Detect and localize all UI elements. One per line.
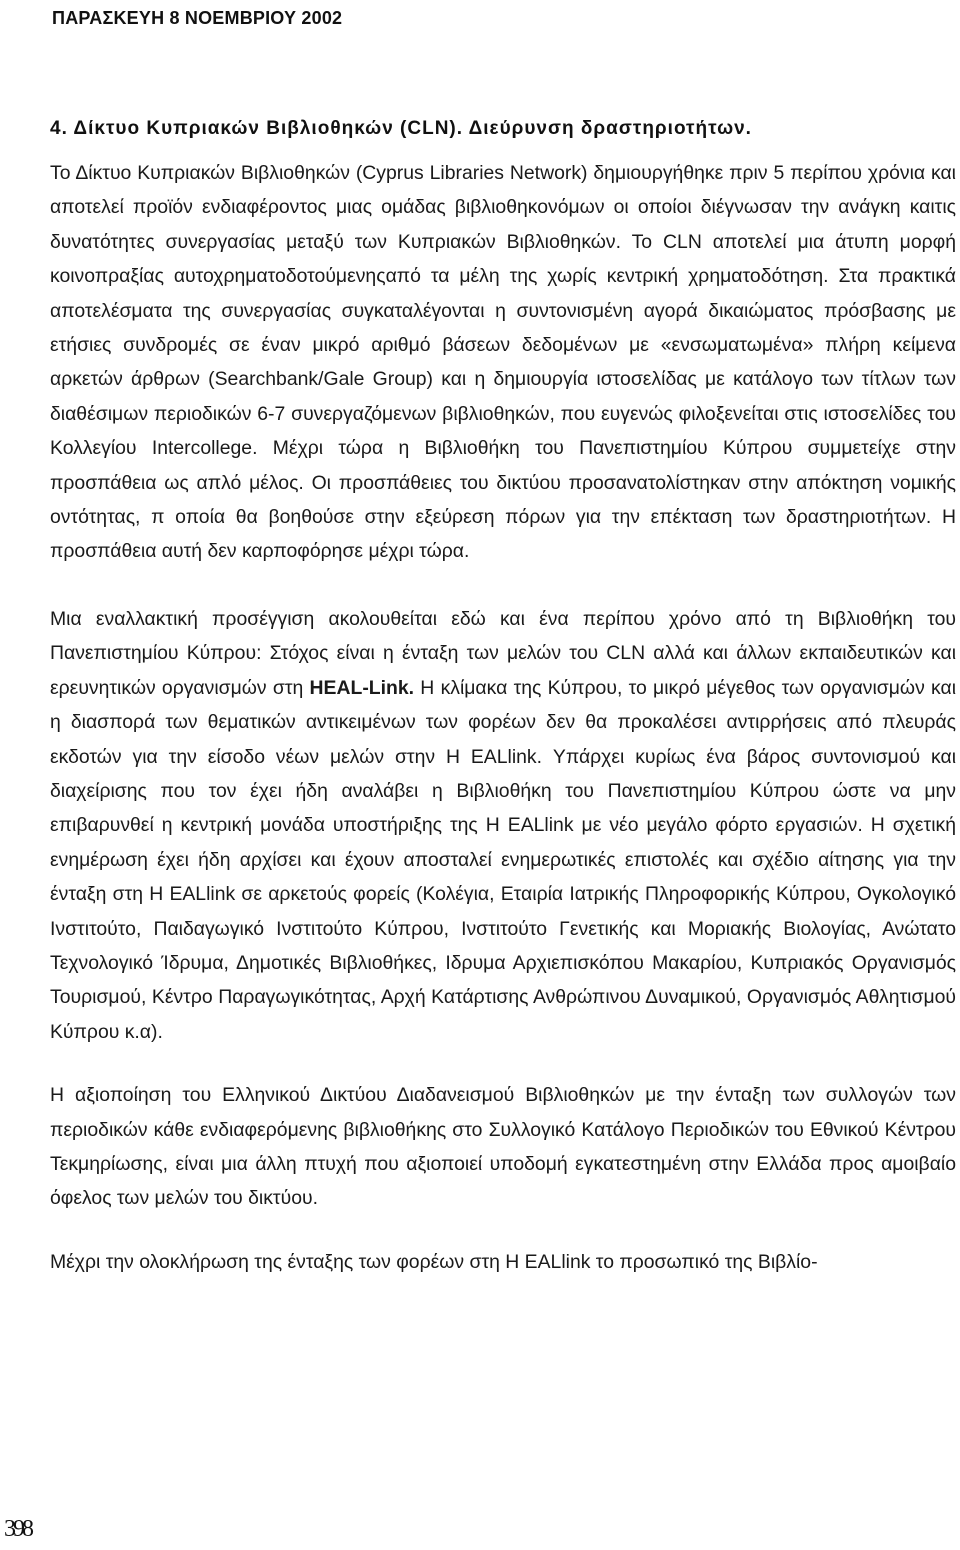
paragraph-text: Μια εναλλακτική προσέγγιση ακολουθείται εδώ και ένα περίπου χρόνο από τη Βιβλιοθήκη του Πανεπιστημίου Κύπρου: Στόχος είναι η ένταξη των μελών του CLN αλλά και άλλων εκπαιδευτικών και ερευνητικών οργανισμών στη — [50, 607, 956, 699]
paragraph-cln-background: Το Δίκτυο Κυπριακών Βιβλιοθηκών (Cyprus Libraries Network) δημιουργήθηκε πριν 5 περίπου χρόνια και αποτελεί προϊόν ενδιαφέροντος μιας ομάδας βιβλιοθηκονόμων οι οποίοι διέγνωσαν την ανάγκη καιτις δυνατότητες συνεργασίας μεταξύ των Κυπριακών Βιβλιοθηκών. Το CLN αποτελεί μια άτυπη μορφή κοινοπραξίας αυτοχρηματοδοτούμενηςαπό τα μέλη της χωρίς κεντρική χρηματοδότηση. Στα πρακτικά αποτελέσματα της συνεργασίας συγκαταλέγονται η συντονισμένη αγορά δικαιώματος πρόσβασης με ετήσιες συνδρομές σε έναν μικρό αριθμό βάσεων δεδομένων με «ενσωματωμένα» πλήρη κείμενα αρκετών άρθρων (Searchbank/Gale Group) και η δημιουργία ιστοσελίδας με κατάλογο των τίτλων των διαθέσιμων περιοδικών 6-7 συνεργαζόμενων βιβλιοθηκών, που ευγενώς φιλοξενείται στις ιστοσελίδες του Κολλεγίου Intercollege. Μέχρι τώρα η Βιβλιοθήκη του Πανεπιστημίου Κύπρου συμμετείχε στην προσπάθεια ως απλό μέλος. Οι προσπάθειες του δικτύου προσανατολίστηκαν στην απόκτηση νομικής οντότητας, π οποία θα βοηθούσε στην εξεύρεση πόρων για την επέκταση των δραστηριοτήτων. Η προσπάθεια αυτή δεν καρποφόρησε μέχρι τώρα. — [50, 162, 956, 563]
heal-link-emphasis: HEAL-Link. — [309, 676, 415, 699]
paragraph-continuation: Μέχρι την ολοκλήρωση της ένταξης των φορέων στη Η EALlink το προσωπικό της Βιβλίο- — [50, 1250, 818, 1273]
paragraph-text: Η κλίμακα της Κύπρου, το μικρό μέγεθος των οργανισμών και η διασπορά των θεματικών αντικειμένων των φορέων δεν θα προκαλέσει αντιρρήσεις από πλευράς εκδοτών για την είσοδο νέων μελών στην Η EALlink. Υπάρχει κυρίως ένα βάρος συντονισμού και διαχείρισης που τον έχει ήδη αναλάβει η Βιβλιοθήκη του Πανεπιστημίου Κύπρου ώστε να μην επιβαρυνθεί η κεντρική μονάδα υποστήριξης της Η EALlink με νέο μεγάλο φόρτο εργασιών. Η σχετική ενημέρωση έχει ήδη αρχίσει και έχουν αποσταλεί ενημερωτικές επιστολές και σχέδιο αίτησης για την ένταξη στη Η EALlink σε αρκετούς φορείς (Κολέγια, Εταιρία Ιατρικής Πληροφορικής Κύπρου, Ογκολογικό Ινστιτούτο, Παιδαγωγικό Ινστιτούτο Κύπρου, Ινστιτούτο Γενετικής και Μοριακής Βιολογίας, Ανώτατο Τεχνολογικό Ίδρυμα, Δημοτικές Βιβλιοθήκες, Ιδρυμα Αρχιεπισκόπου Μακαρίου, Κυπριακός Οργανισμός Τουρισμού, Κέντρο Παραγωγικότητας, Αρχή Κατάρτισης Ανθρώπινου Δυναμικού, Οργανισμός Αθλητισμού Κύπρου κ.α). — [50, 676, 956, 1043]
article-body — [50, 118, 956, 1279]
section-title: 4. Δίκτυο Κυπριακών Βιβλιοθηκών (CLN). Διεύρυνση δραστηριοτήτων. — [50, 118, 752, 139]
paragraph-heal-link-approach — [50, 602, 956, 1049]
header-date: ΠΑΡΑΣΚΕΥΗ 8 ΝΟΕΜΒΡΙΟΥ 2002 — [52, 8, 343, 28]
page-number: 398 — [4, 1516, 31, 1542]
paragraph-interlibrary-loan: Η αξιοποίηση του Ελληνικού Δικτύου Διαδανεισμού Βιβλιοθηκών με την ένταξη των συλλογών των περιοδικών κάθε ενδιαφερόμενης βιβλιοθήκης στο Συλλογικό Κατάλογο Περιοδικών του Εθνικού Κέντρου Τεκμηρίωσης, είναι μια άλλη πτυχή που αξιοποιεί υποδομή εγκατεστημένη στην Ελλάδα προς αμοιβαίο όφελος των μελών του δικτύου. — [50, 1084, 956, 1210]
